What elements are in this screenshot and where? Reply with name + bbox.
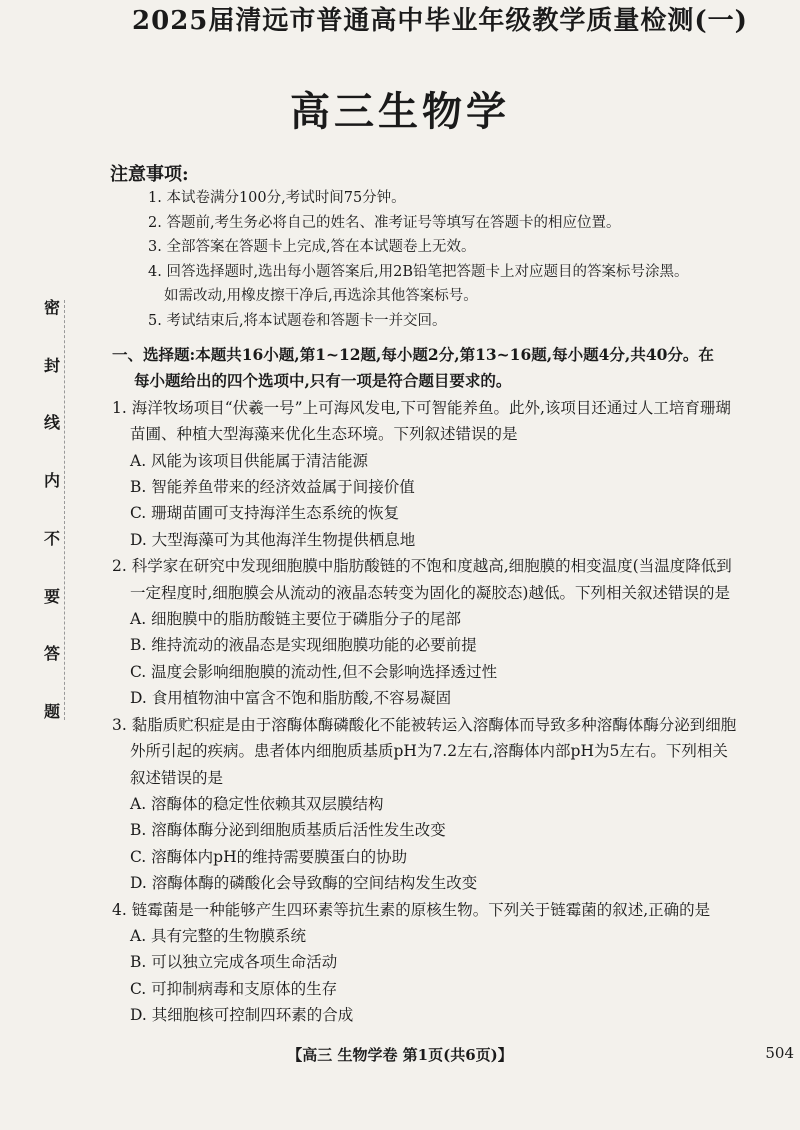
question-stem: 叙述错误的是 [130, 768, 224, 787]
question-stem: 外所引起的疾病。患者体内细胞质基质pH为7.2左右,溶酶体内部pH为5左右。下列相关 [130, 742, 728, 761]
option-c: C. 温度会影响细胞膜的流动性,但不会影响选择透过性 [130, 662, 498, 681]
seal-char: 不 [43, 528, 60, 548]
subject-title: 高三生物学 [290, 88, 510, 135]
section-line: 一、选择题:本题共16小题,第1~12题,每小题2分,第13~16题,每小题4分,共40分。在 [112, 345, 714, 364]
option-b: B. 可以独立完成各项生命活动 [130, 953, 338, 972]
option-d: D. 溶酶体酶的磷酸化会导致酶的空间结构发生改变 [130, 874, 478, 893]
seal-char: 线 [43, 413, 60, 433]
note-item: 3. 全部答案在答题卡上完成,答在本试题卷上无效。 [148, 239, 476, 255]
seal-char: 封 [43, 355, 60, 375]
seal-char: 题 [43, 701, 60, 721]
notes-list [148, 186, 788, 333]
seal-char: 密 [43, 298, 60, 317]
section-heading [112, 342, 780, 395]
seal-char: 内 [43, 471, 60, 491]
question-2 [112, 553, 780, 711]
note-item: 2. 答题前,考生务必将自己的姓名、准考证号等填写在答题卡的相应位置。 [148, 214, 621, 231]
question-3 [112, 712, 780, 897]
option-d: D. 大型海藻可为其他海洋生物提供栖息地 [130, 530, 416, 549]
page-code: 504 [765, 1044, 794, 1062]
question-stem: 一定程度时,细胞膜会从流动的液晶态转变为固化的凝胶态)越低。下列相关叙述错误的是 [130, 583, 730, 602]
question-stem: 苗圃、种植大型海藻来优化生态环境。下列叙述错误的是 [130, 425, 518, 444]
note-item: 5. 考试结束后,将本试题卷和答题卡一并交回。 [148, 312, 447, 329]
question-4 [112, 897, 780, 1029]
note-item-continued: 如需改动,用橡皮擦干净后,再选涂其他答案标号。 [164, 288, 478, 304]
question-1 [112, 395, 780, 553]
option-c: C. 溶酶体内pH的维持需要膜蛋白的协助 [130, 847, 408, 866]
option-b: B. 溶酶体酶分泌到细胞质基质后活性发生改变 [130, 821, 446, 840]
question-stem: 2. 科学家在研究中发现细胞膜中脂肪酸链的不饱和度越高,细胞膜的相变温度(当温度降低到 [112, 557, 732, 576]
option-d: D. 其细胞核可控制四环素的合成 [130, 1006, 354, 1025]
question-stem: 4. 链霉菌是一种能够产生四环素等抗生素的原核生物。下列关于链霉菌的叙述,正确的是 [112, 900, 711, 919]
question-stem: 3. 黏脂质贮积症是由于溶酶体酶磷酸化不能被转运入溶酶体而导致多种溶酶体酶分泌到细胞 [112, 715, 737, 734]
option-a: A. 细胞膜中的脂肪酸链主要位于磷脂分子的尾部 [130, 610, 462, 629]
exam-title: 2025届清远市普通高中毕业年级教学质量检测(一) [132, 6, 748, 36]
option-b: B. 智能养鱼带来的经济效益属于间接价值 [130, 478, 415, 497]
seal-char: 答 [43, 644, 60, 664]
option-a: A. 风能为该项目供能属于清洁能源 [130, 451, 369, 470]
seal-line [40, 300, 65, 720]
note-item: 4. 回答选择题时,选出每小题答案后,用2B铅笔把答题卡上对应题目的答案标号涂黑。 [148, 263, 689, 280]
notes-heading: 注意事项: [110, 164, 189, 185]
seal-char: 要 [43, 586, 60, 606]
option-c: C. 可抑制病毒和支原体的生存 [130, 979, 338, 998]
option-a: A. 具有完整的生物膜系统 [130, 926, 307, 945]
question-stem: 1. 海洋牧场项目“伏羲一号”上可海风发电,下可智能养鱼。此外,该项目还通过人工培育珊瑚 [112, 398, 731, 417]
question-area [112, 342, 780, 1029]
section-line: 每小题给出的四个选项中,只有一项是符合题目要求的。 [134, 371, 512, 391]
option-a: A. 溶酶体的稳定性依赖其双层膜结构 [130, 794, 384, 813]
option-c: C. 珊瑚苗圃可支持海洋生态系统的恢复 [130, 504, 400, 523]
note-item: 1. 本试卷满分100分,考试时间75分钟。 [148, 190, 406, 206]
option-d: D. 食用植物油中富含不饱和脂肪酸,不容易凝固 [130, 689, 452, 708]
page-footer: 【高三 生物学卷 第1页(共6页)】 [287, 1046, 513, 1064]
option-b: B. 维持流动的液晶态是实现细胞膜功能的必要前提 [130, 636, 477, 655]
